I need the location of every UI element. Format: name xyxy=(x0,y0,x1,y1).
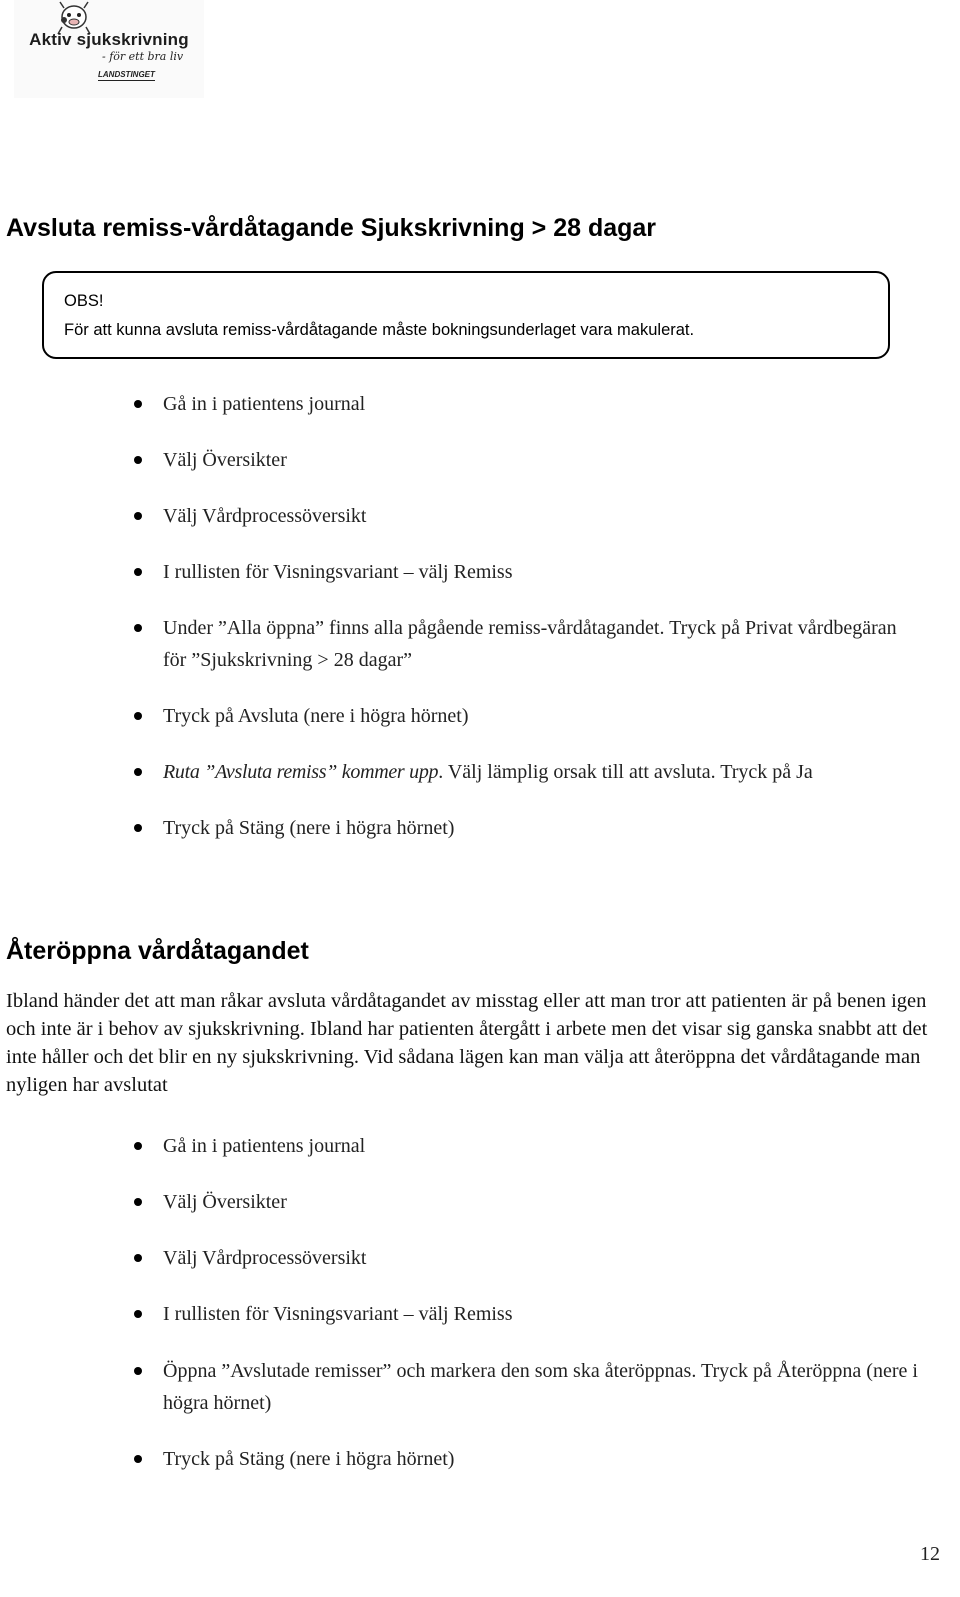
bullet-icon xyxy=(134,1254,142,1262)
bullet-icon xyxy=(134,624,142,632)
bullet-icon xyxy=(134,768,142,776)
bullet-icon xyxy=(134,1367,142,1375)
obs-note-box xyxy=(42,271,890,359)
intro-paragraph: Ibland händer det att man råkar avsluta vårdåtagandet av misstag eller att man tror att patienten är på benen igen och inte är i behov av sjukskrivning. Ibland har patienten återgått i arbete men det visar sig ganska snabbt att det inte håller och det blir en ny sjukskrivning. Vid sådana lägen kan man välja att återöppna det vårdåtagande man nyligen har avslutat xyxy=(6,990,928,1096)
list-item: Tryck på Stäng (nere i högra hörnet) xyxy=(163,812,923,844)
bullet-icon xyxy=(134,568,142,576)
list-item: Ruta ”Avsluta remiss” kommer upp. Välj lämplig orsak till att avsluta. Tryck på Ja xyxy=(163,756,923,788)
list-item: Tryck på Avsluta (nere i högra hörnet) xyxy=(163,700,923,732)
list-item: Tryck på Stäng (nere i högra hörnet) xyxy=(163,1443,923,1475)
logo-brand: Aktiv sjukskrivning xyxy=(29,30,189,49)
bullet-icon xyxy=(134,1142,142,1150)
bullet-icon xyxy=(134,712,142,720)
logo-tagline: - för ett bra liv xyxy=(102,50,184,63)
bullet-icon xyxy=(134,1455,142,1463)
section-title-ateroppna: Återöppna vårdåtagandet xyxy=(6,937,309,965)
obs-text: För att kunna avsluta remiss-vårdåtagande måste bokningsunderlaget vara makulerat. xyxy=(64,321,695,339)
bullet-icon xyxy=(134,824,142,832)
list-item: Öppna ”Avslutade remisser” och markera den som ska återöppnas. Tryck på Återöppna (nere i högra hörnet) xyxy=(163,1355,923,1419)
list-item: Välj Översikter xyxy=(163,1186,923,1218)
list-item: I rullisten för Visningsvariant – välj Remiss xyxy=(163,1298,923,1330)
list-item: Under ”Alla öppna” finns alla pågående remiss-vårdåtagandet. Tryck på Privat vårdbegäran för ”Sjukskrivning > 28 dagar” xyxy=(163,612,923,676)
list-item: Välj Översikter xyxy=(163,444,923,476)
bullet-icon xyxy=(134,512,142,520)
list-item: Välj Vårdprocessöversikt xyxy=(163,1242,923,1274)
obs-heading: OBS! xyxy=(64,292,104,310)
logo xyxy=(14,0,204,98)
list-item: I rullisten för Visningsvariant – välj Remiss xyxy=(163,556,923,588)
logo-org: LANDSTINGET xyxy=(98,70,155,79)
list-item: Gå in i patientens journal xyxy=(163,1130,923,1162)
section-title-avsluta: Avsluta remiss-vårdåtagande Sjukskrivning > 28 dagar xyxy=(6,214,657,242)
bullet-icon xyxy=(134,1310,142,1318)
list-item: Gå in i patientens journal xyxy=(163,388,923,420)
page-number: 12 xyxy=(920,1543,940,1565)
list-item: Välj Vårdprocessöversikt xyxy=(163,500,923,532)
bullet-icon xyxy=(134,400,142,408)
bullet-icon xyxy=(134,1198,142,1206)
bullet-icon xyxy=(134,456,142,464)
